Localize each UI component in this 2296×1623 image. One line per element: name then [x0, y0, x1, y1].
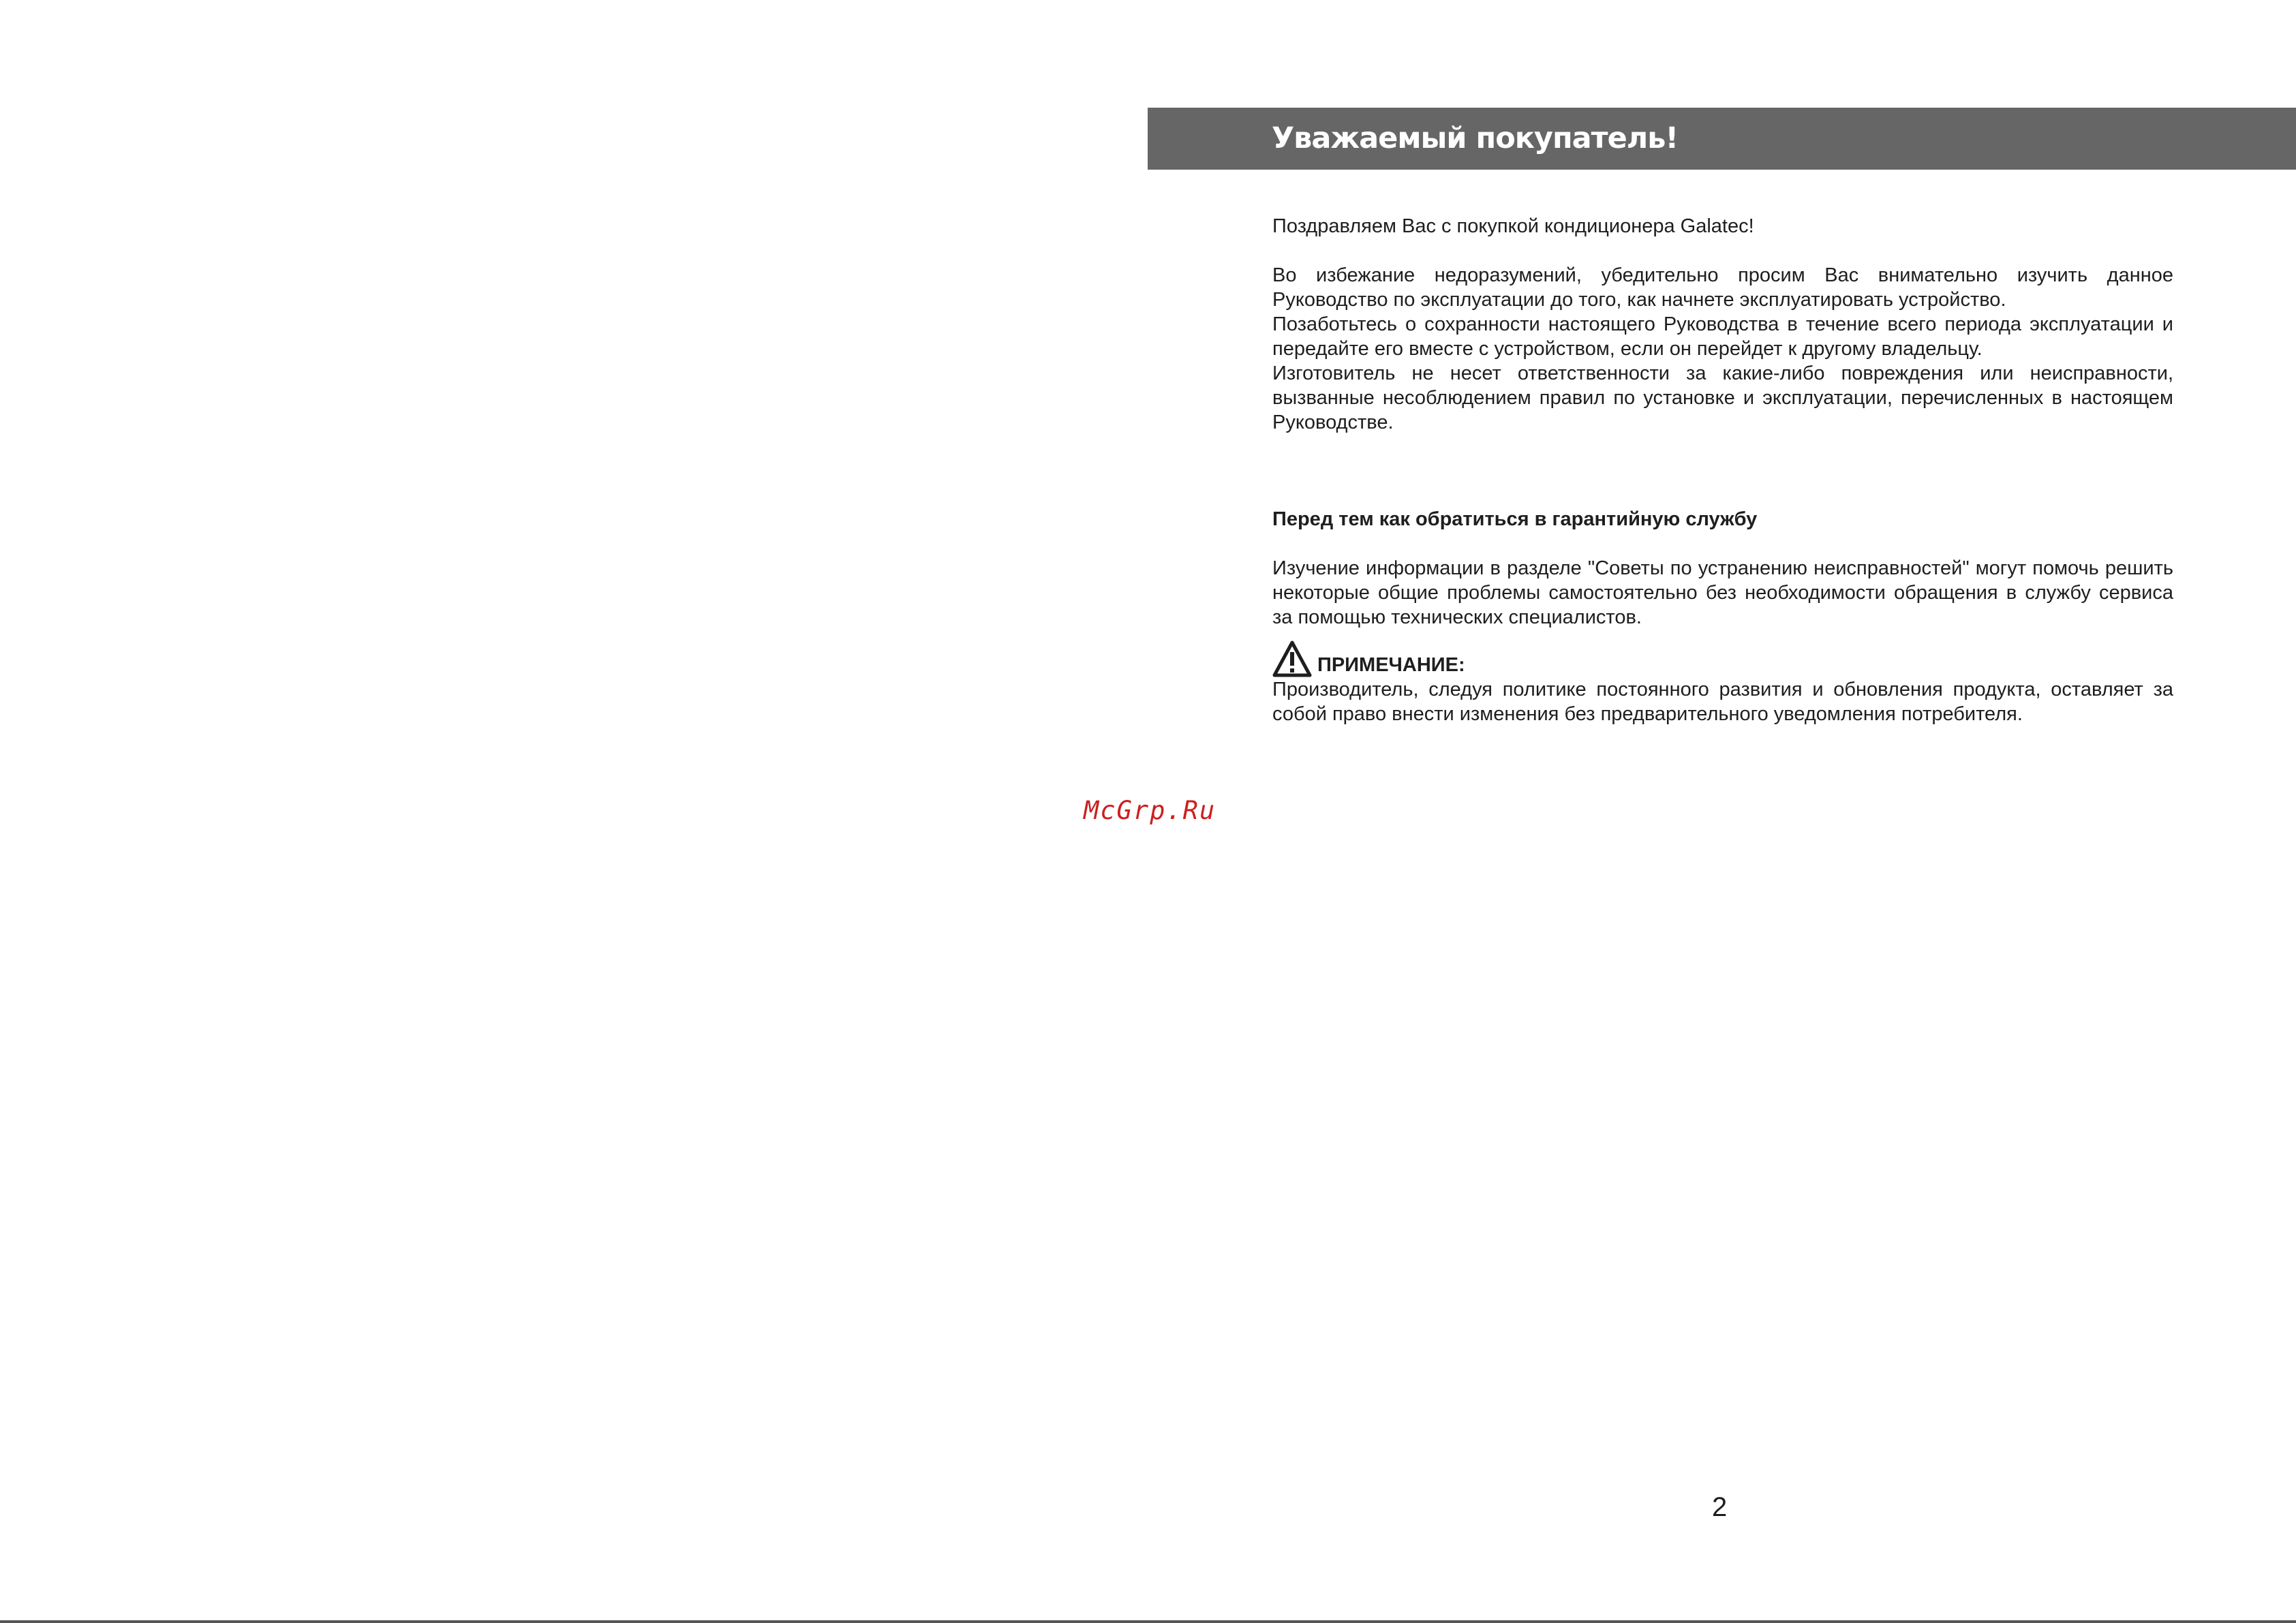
greeting-block [1272, 214, 2173, 238]
note-block [1272, 677, 2173, 726]
note-title: ПРИМЕЧАНИЕ: [1317, 654, 1465, 676]
bottom-divider [0, 1620, 2296, 1623]
warranty-heading: Перед тем как обратиться в гарантийную службу [1272, 508, 1758, 530]
note-text: Производитель, следуя политике постоянного развития и обновления продукта, оставляет за собой право внести изменения без предварительного уведомления потребителя. [1272, 679, 2173, 725]
page-number: 2 [1712, 1492, 1728, 1522]
note-header [1272, 636, 1465, 677]
watermark: McGrp.Ru [1084, 796, 1216, 825]
warranty-block [1272, 556, 2173, 630]
page-title: Уважаемый покупатель! [1272, 121, 1679, 155]
intro-paragraph-3: Изготовитель не несет ответственности за какие-либо повреждения или неисправности, вызванные несоблюдением правил по установке и эксплуатации, перечисленных в настоящем Руководстве. [1272, 362, 2173, 433]
greeting-text: Поздравляем Вас с покупкой кондиционера Galatec! [1272, 215, 1754, 237]
intro-block [1272, 263, 2173, 435]
warranty-text: Изучение информации в разделе "Советы по устранению неисправностей" могут помочь решить некоторые общие проблемы самостоятельно без необходимости обращения в службу сервиса за помощью технических специалистов. [1272, 557, 2173, 628]
intro-paragraph-2: Позаботьтесь о сохранности настоящего Руководства в течение всего периода эксплуатации и передайте его вместе с устройством, если он перейдет к другому владельцу. [1272, 313, 2173, 360]
header-bar [1148, 108, 2296, 170]
intro-paragraph-1: Во избежание недоразумений, убедительно просим Вас внимательно изучить данное Руководство по эксплуатации до того, как начнете эксплуатировать устройство. [1272, 264, 2173, 311]
warning-triangle-icon [1272, 640, 1312, 677]
